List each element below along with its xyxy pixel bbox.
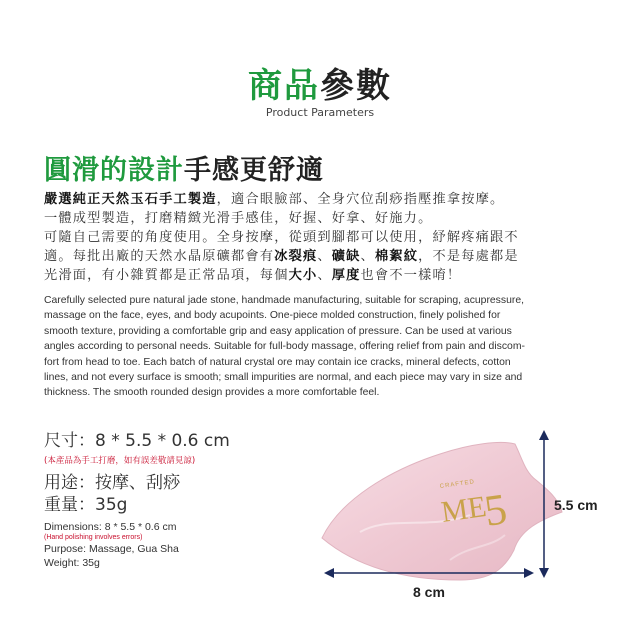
zh-bold: 大小: [288, 268, 318, 283]
page-title-green: 商品: [248, 66, 320, 106]
page-title-dark: 參數: [320, 66, 392, 106]
height-dimension-label: 5.5 cm: [554, 497, 598, 513]
headline-green: 圓滑的設計: [44, 155, 184, 186]
zh-text: ，不是每處都是: [418, 249, 519, 264]
spec-weight-en: Weight: 35g: [44, 557, 100, 569]
zh-line: 可隨自己需要的角度使用。全身按摩，從頭到腳都可以使用，紓解疼痛跟不: [44, 230, 519, 245]
zh-text: 也會不一樣唷！: [360, 268, 462, 283]
en-line: fort from head to toe. Each batch of natural crystal ore may contain ice cracks, mineral defects, cotton: [44, 356, 511, 368]
section-headline: [44, 148, 324, 187]
zh-text: 、: [317, 249, 332, 264]
zh-bold: 嚴選純正天然玉石手工製造: [44, 192, 217, 207]
spec-weight-zh: 重量：35g: [44, 495, 128, 515]
en-line: Carefully selected pure natural jade stone, handmade manufacturing, suitable for scraping, acupressure,: [44, 295, 524, 306]
en-line: thickness. The smooth rounded design provides a more comfortable feel.: [44, 387, 380, 399]
zh-line: [44, 190, 600, 209]
zh-text: 、: [317, 268, 332, 283]
zh-text: 、: [360, 249, 375, 264]
en-line: angles according to personal needs. Suitable for full-body massage, offering relief from pain and discom-: [44, 341, 525, 353]
spec-list: [44, 430, 284, 570]
zh-bold: 礦缺: [331, 249, 361, 264]
zh-line: 一體成型製造，打磨精緻光滑手感佳，好握、好拿、好施力。: [44, 211, 433, 226]
zh-bold: 棉絮紋: [374, 249, 419, 264]
headline-dark: 手感更舒適: [184, 155, 324, 186]
zh-text: 光滑面，有小雜質都是正常品項，每個: [44, 268, 289, 283]
zh-line: [44, 266, 600, 285]
en-line: lines, and not every surface is smooth; small impurities are normal, and each piece may vary in size and: [44, 372, 523, 384]
zh-bold: 厚度: [331, 268, 361, 283]
spec-size-zh: 尺寸：8 * 5.5 * 0.6 cm: [44, 431, 230, 451]
logo-main-text: ME: [439, 489, 489, 529]
zh-text: ，適合眼臉部、全身穴位刮痧指壓推拿按摩。: [216, 192, 505, 207]
spec-purpose-en: Purpose: Massage, Gua Sha: [44, 543, 179, 555]
zh-bold: 冰裂痕: [274, 249, 318, 264]
logo-number-text: 5: [481, 484, 510, 536]
spec-purpose-zh: 用途：按摩、刮痧: [44, 473, 180, 493]
spec-note-en: (Hand polishing involves errors): [44, 534, 143, 541]
en-line: smooth texture, providing a comfortable grip and easy application of pressure. Can be used at various: [44, 325, 512, 337]
description-english: [44, 293, 596, 401]
spec-note-zh: (本產品為手工打磨，如有誤差敬請見諒): [44, 456, 196, 466]
spec-size-en: Dimensions: 8 * 5.5 * 0.6 cm: [44, 521, 177, 533]
description-chinese: [44, 190, 600, 285]
page-title: [0, 58, 640, 107]
logo-top-text: CRAFTED: [439, 479, 476, 491]
gua-sha-stone-illustration: [300, 420, 620, 625]
en-line: massage on the face, eyes, and body acupoints. One-piece molded construction, finely polished for: [44, 310, 501, 322]
page-subtitle: Product Parameters: [265, 106, 375, 119]
zh-text: 適。每批出廠的天然水晶原礦都會有: [44, 249, 275, 264]
width-dimension-label: 8 cm: [413, 584, 445, 600]
zh-line: [44, 247, 600, 266]
